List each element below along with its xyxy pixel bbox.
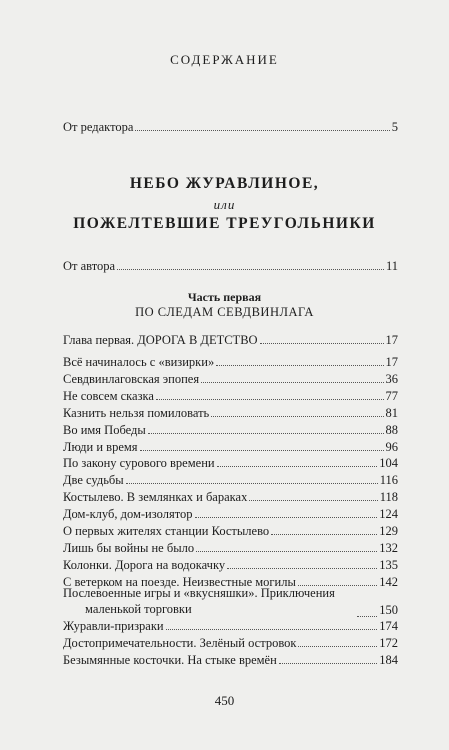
toc-entry-title: Дом-клуб, дом-изолятор <box>63 507 193 522</box>
toc-chapter <box>63 333 398 347</box>
toc-entry-wrapped <box>63 585 398 617</box>
toc-entry <box>63 524 398 538</box>
leader-dots <box>148 423 384 434</box>
toc-entry-page: 129 <box>379 524 398 538</box>
toc-entry-title: Колонки. Дорога на водокачку <box>63 557 226 572</box>
toc-entry-title: Глава первая. ДОРОГА В ДЕТСТВО <box>63 333 258 347</box>
toc-entry <box>63 653 398 667</box>
toc-entry-page: 17 <box>385 333 398 347</box>
toc-entry <box>63 636 398 650</box>
leader-dots <box>140 440 384 451</box>
leader-dots <box>201 372 383 383</box>
part-title: ПО СЛЕДАМ СЕВДВИНЛАГА <box>135 305 314 319</box>
toc-entry-page: 150 <box>379 603 399 617</box>
toc-entry-page: 96 <box>385 439 398 454</box>
leader-dots <box>279 653 377 664</box>
toc-entry-title: Две судьбы <box>63 473 124 488</box>
toc-entry-page: 17 <box>385 355 398 369</box>
toc-entry-page: 77 <box>385 388 398 403</box>
toc-entry-page: 132 <box>379 540 398 555</box>
leader-dots <box>195 507 378 518</box>
toc-entry <box>63 473 398 487</box>
toc-entry-page: 172 <box>379 636 398 650</box>
leader-dots <box>217 456 378 467</box>
toc-entry-page: 174 <box>379 619 398 633</box>
book-title-line2: ПОЖЕЛТЕВШИЕ ТРЕУГОЛЬНИКИ <box>73 215 376 232</box>
toc-entry <box>63 440 398 454</box>
toc-entry-title: Журавли-призраки <box>63 619 164 633</box>
leader-dots <box>271 524 377 535</box>
toc-entry <box>63 541 398 555</box>
page-number: 450 <box>214 693 235 708</box>
leader-dots <box>156 389 384 400</box>
toc-entry-title: От редактора <box>63 120 134 134</box>
part-label: Часть первая <box>187 290 262 304</box>
leader-dots <box>227 558 377 569</box>
leader-dots <box>135 120 389 131</box>
toc-entry-page: 142 <box>379 574 398 589</box>
toc-entry-title: Казнить нельзя помиловать <box>63 405 210 420</box>
toc-entry <box>63 507 398 521</box>
toc-entry-page: 5 <box>391 120 398 134</box>
toc-entry <box>63 355 398 369</box>
toc-entry <box>63 372 398 386</box>
toc-entry-page: 116 <box>379 473 398 488</box>
leader-dots <box>298 636 377 647</box>
toc-entry-editor <box>63 120 398 134</box>
toc-entry-title: Лишь бы войны не было <box>63 540 195 555</box>
toc-entry-author <box>63 259 398 273</box>
toc-entry-title: От автора <box>63 259 116 273</box>
toc-entry-page: 11 <box>385 259 398 273</box>
toc-entry <box>63 406 398 420</box>
toc-entry <box>63 423 398 437</box>
toc-entry-page: 104 <box>379 456 398 471</box>
toc-entry-page: 184 <box>379 653 398 667</box>
toc-entry-title <box>63 585 355 617</box>
toc-entry-title: Не совсем сказка <box>63 388 154 403</box>
leader-dots <box>196 541 377 552</box>
toc-entry-title: Севдвинлаговская эпопея <box>63 371 200 386</box>
toc-entry-title: Безымянные косточки. На стыке времён <box>63 653 277 667</box>
toc-entry-title: Люди и время <box>63 439 138 454</box>
leader-dots <box>260 333 384 344</box>
toc-entry-page: 81 <box>385 405 398 420</box>
book-title-or: или <box>213 197 236 212</box>
leader-dots <box>166 619 378 630</box>
toc-entry-title: Костылево. В землянках и бараках <box>63 490 248 505</box>
toc-entry-page: 88 <box>385 422 398 437</box>
toc-entry <box>63 389 398 403</box>
toc-entry-page: 124 <box>379 507 398 522</box>
toc-entry-page: 36 <box>385 371 398 386</box>
toc-entry-title: О первых жителях станции Костылево <box>63 524 270 538</box>
book-title-line1: НЕБО ЖУРАВЛИНОЕ, <box>129 175 320 192</box>
leader-dots <box>357 606 377 617</box>
toc-entry-page: 118 <box>379 490 398 505</box>
leader-dots <box>117 259 384 270</box>
leader-dots <box>216 355 383 366</box>
toc-entry-title-line2: маленькой торговки <box>85 602 192 616</box>
toc-entry <box>63 490 398 504</box>
toc-entry-title: Всё начиналось с «визирки» <box>63 355 215 369</box>
toc-entry-title: Достопримечательности. Зелёный островок <box>63 636 297 650</box>
toc-entry <box>63 619 398 633</box>
toc-entry <box>63 456 398 470</box>
toc-entry-title: С ветерком на поезде. Неизвестные могилы <box>63 574 296 589</box>
leader-dots <box>249 490 377 501</box>
toc-entry-title: Во имя Победы <box>63 422 146 437</box>
toc-entry-title-line1: Послевоенные игры и «вкусняшки». Приключения <box>63 586 335 600</box>
toc-entry-page: 135 <box>379 557 398 572</box>
toc-entry-title: По закону сурового времени <box>63 456 215 471</box>
leader-dots <box>211 406 383 417</box>
toc-entry <box>63 558 398 572</box>
toc-heading: СОДЕРЖАНИЕ <box>170 52 279 67</box>
leader-dots <box>126 473 378 484</box>
